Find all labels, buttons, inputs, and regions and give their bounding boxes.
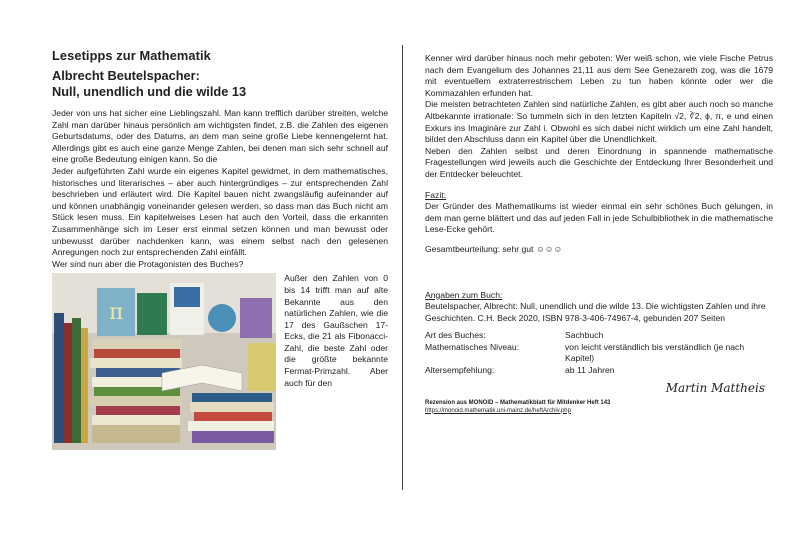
meta-value-alter: ab 11 Jahren [565, 365, 615, 376]
side-paragraph: Außer den Zahlen von 0 bis 14 trifft man auf alte Bekannte aus den natürlichen Zahlen, wie die 17 des Gaußschen 17-Ecks, die 21 als Fibonacci-Zahl, die beste Zahl oder die größte bekannte Fermat-Primzahl. Aber auch für den [284, 273, 388, 388]
irrational-paragraph: Die meisten betrachteten Zahlen sind natürliche Zahlen, es gibt aber auch noch so manche Altbekannte irrationale: So tummeln sich in den letzten Kapiteln √2, ∛2, ϕ, π, e und einen Exkurs ins Imaginäre zur Zahl i. Obwohl es sich dabei nicht wirklich um eine Zahl handelt, bildet den Abschluss dann ein Kapitel über die Unendlichkeit. [425, 99, 773, 145]
reviewer-signature: Martin Mattheis [665, 380, 765, 395]
fazit-label: Fazit: [425, 189, 447, 200]
meta-label-art: Art des Buches: [425, 330, 486, 341]
meta-label-alter: Altersempfehlung: [425, 365, 495, 376]
book-author: Albrecht Beutelspacher: [52, 68, 200, 83]
column-divider [402, 45, 403, 490]
books-photo [52, 273, 276, 450]
chapters-paragraph: Jeder aufgeführten Zahl wurde ein eigenes Kapitel gewidmet, in dem mathematisches, historisches und literarisches – aber auch hintergründiges – zur entsprechenden Zahl beschrieben und erläutert wird. Die Kapitel bauen nicht zwangsläufig aufeinander auf und können unabhängig voneinander gelesen werden, so dass man das Buch nicht am Stück lesen muss. Ein kapitelweises Lesen hat auch den Vorteil, dass die erkannten Zusammenhänge sich im Leser erst einmal setzen können und man bewusst oder unbewusst darüber nachdenken kann, was einem selbst nach den gelesenen Anregungen noch zur entsprechenden Zahl einfällt. [52, 165, 388, 258]
fazit-text: Der Gründer des Mathematikums ist wieder einmal ein sehr schönes Buch gelungen, in dem man gerne blättert und das auf jeden Fall in jede Schulbibliothek in die mathematische Lese-Ecke gehört. [425, 201, 773, 235]
page-title: Lesetipps zur Mathematik [52, 48, 211, 63]
history-paragraph: Neben den Zahlen selbst und deren Einordnung in spannende mathematische Fragestellungen wird jeweils auch die Geschichte der Entdeckung Ihrer Besonderheit und der Entdecker beleuchtet. [425, 145, 773, 179]
left-column [52, 48, 388, 450]
book-heading [52, 68, 388, 100]
meta-value-niveau: von leicht verständlich bis verständlich (je nach Kapitel) [565, 341, 745, 364]
source-line: Rezension aus MONOID – Mathematikblatt für Mitdenker Heft 143 [425, 399, 611, 406]
rating-text: Gesamtbeurteilung: sehr gut ☺☺☺ [425, 243, 563, 254]
source-link[interactable]: https://monoid.mathematik.uni-mainz.de/heftArchiv.php [425, 407, 571, 414]
kenner-paragraph: Kenner wird darüber hinaus noch mehr geboten: Wer weiß schon, wie viele Fische Petrus nach dem Evangelium des Johannes 21,11 aus dem See Genezareth zog, was die 1679 mit eventuellem extraterrestrischem Leben zu tun haben könnte oder wer die Kommazahlen erfunden hat. [425, 53, 773, 98]
book-meta [425, 330, 773, 376]
right-column [425, 53, 773, 415]
intro-paragraph: Jeder von uns hat sicher eine Lieblingszahl. Man kann trefflich darüber streiten, welche Zahl man darüber hinaus persönlich am wichtigsten findet, z.B. die Zahlen des eigenen Geburtsdatums, oder des Datums, an dem man seine große Liebe kennengelernt hat. Allerdings gibt es auch eine ganze Menge Zahlen, bei denen man sich sehr schnell auf eine große Bedeutung einigen kann. So die [52, 108, 388, 165]
image-row [52, 273, 388, 450]
book-title: Null, unendlich und die wilde 13 [52, 84, 247, 99]
books-photo-illustration [52, 273, 276, 450]
question-paragraph: Wer sind nun aber die Protagonisten des Buches? [52, 258, 244, 269]
meta-label-niveau: Mathematisches Niveau: [425, 341, 520, 352]
svg-text:π: π [109, 300, 124, 326]
angaben-text: Beutelspacher, Albrecht: Null, unendlich und die wilde 13. Die wichtigsten Zahlen und ihre Geschichten. C.H. Beck 2020, ISBN 978-3-406-74967-4, gebunden 207 Seiten [425, 301, 766, 323]
meta-value-art: Sachbuch [565, 330, 604, 341]
angaben-label: Angaben zum Buch: [425, 289, 503, 300]
